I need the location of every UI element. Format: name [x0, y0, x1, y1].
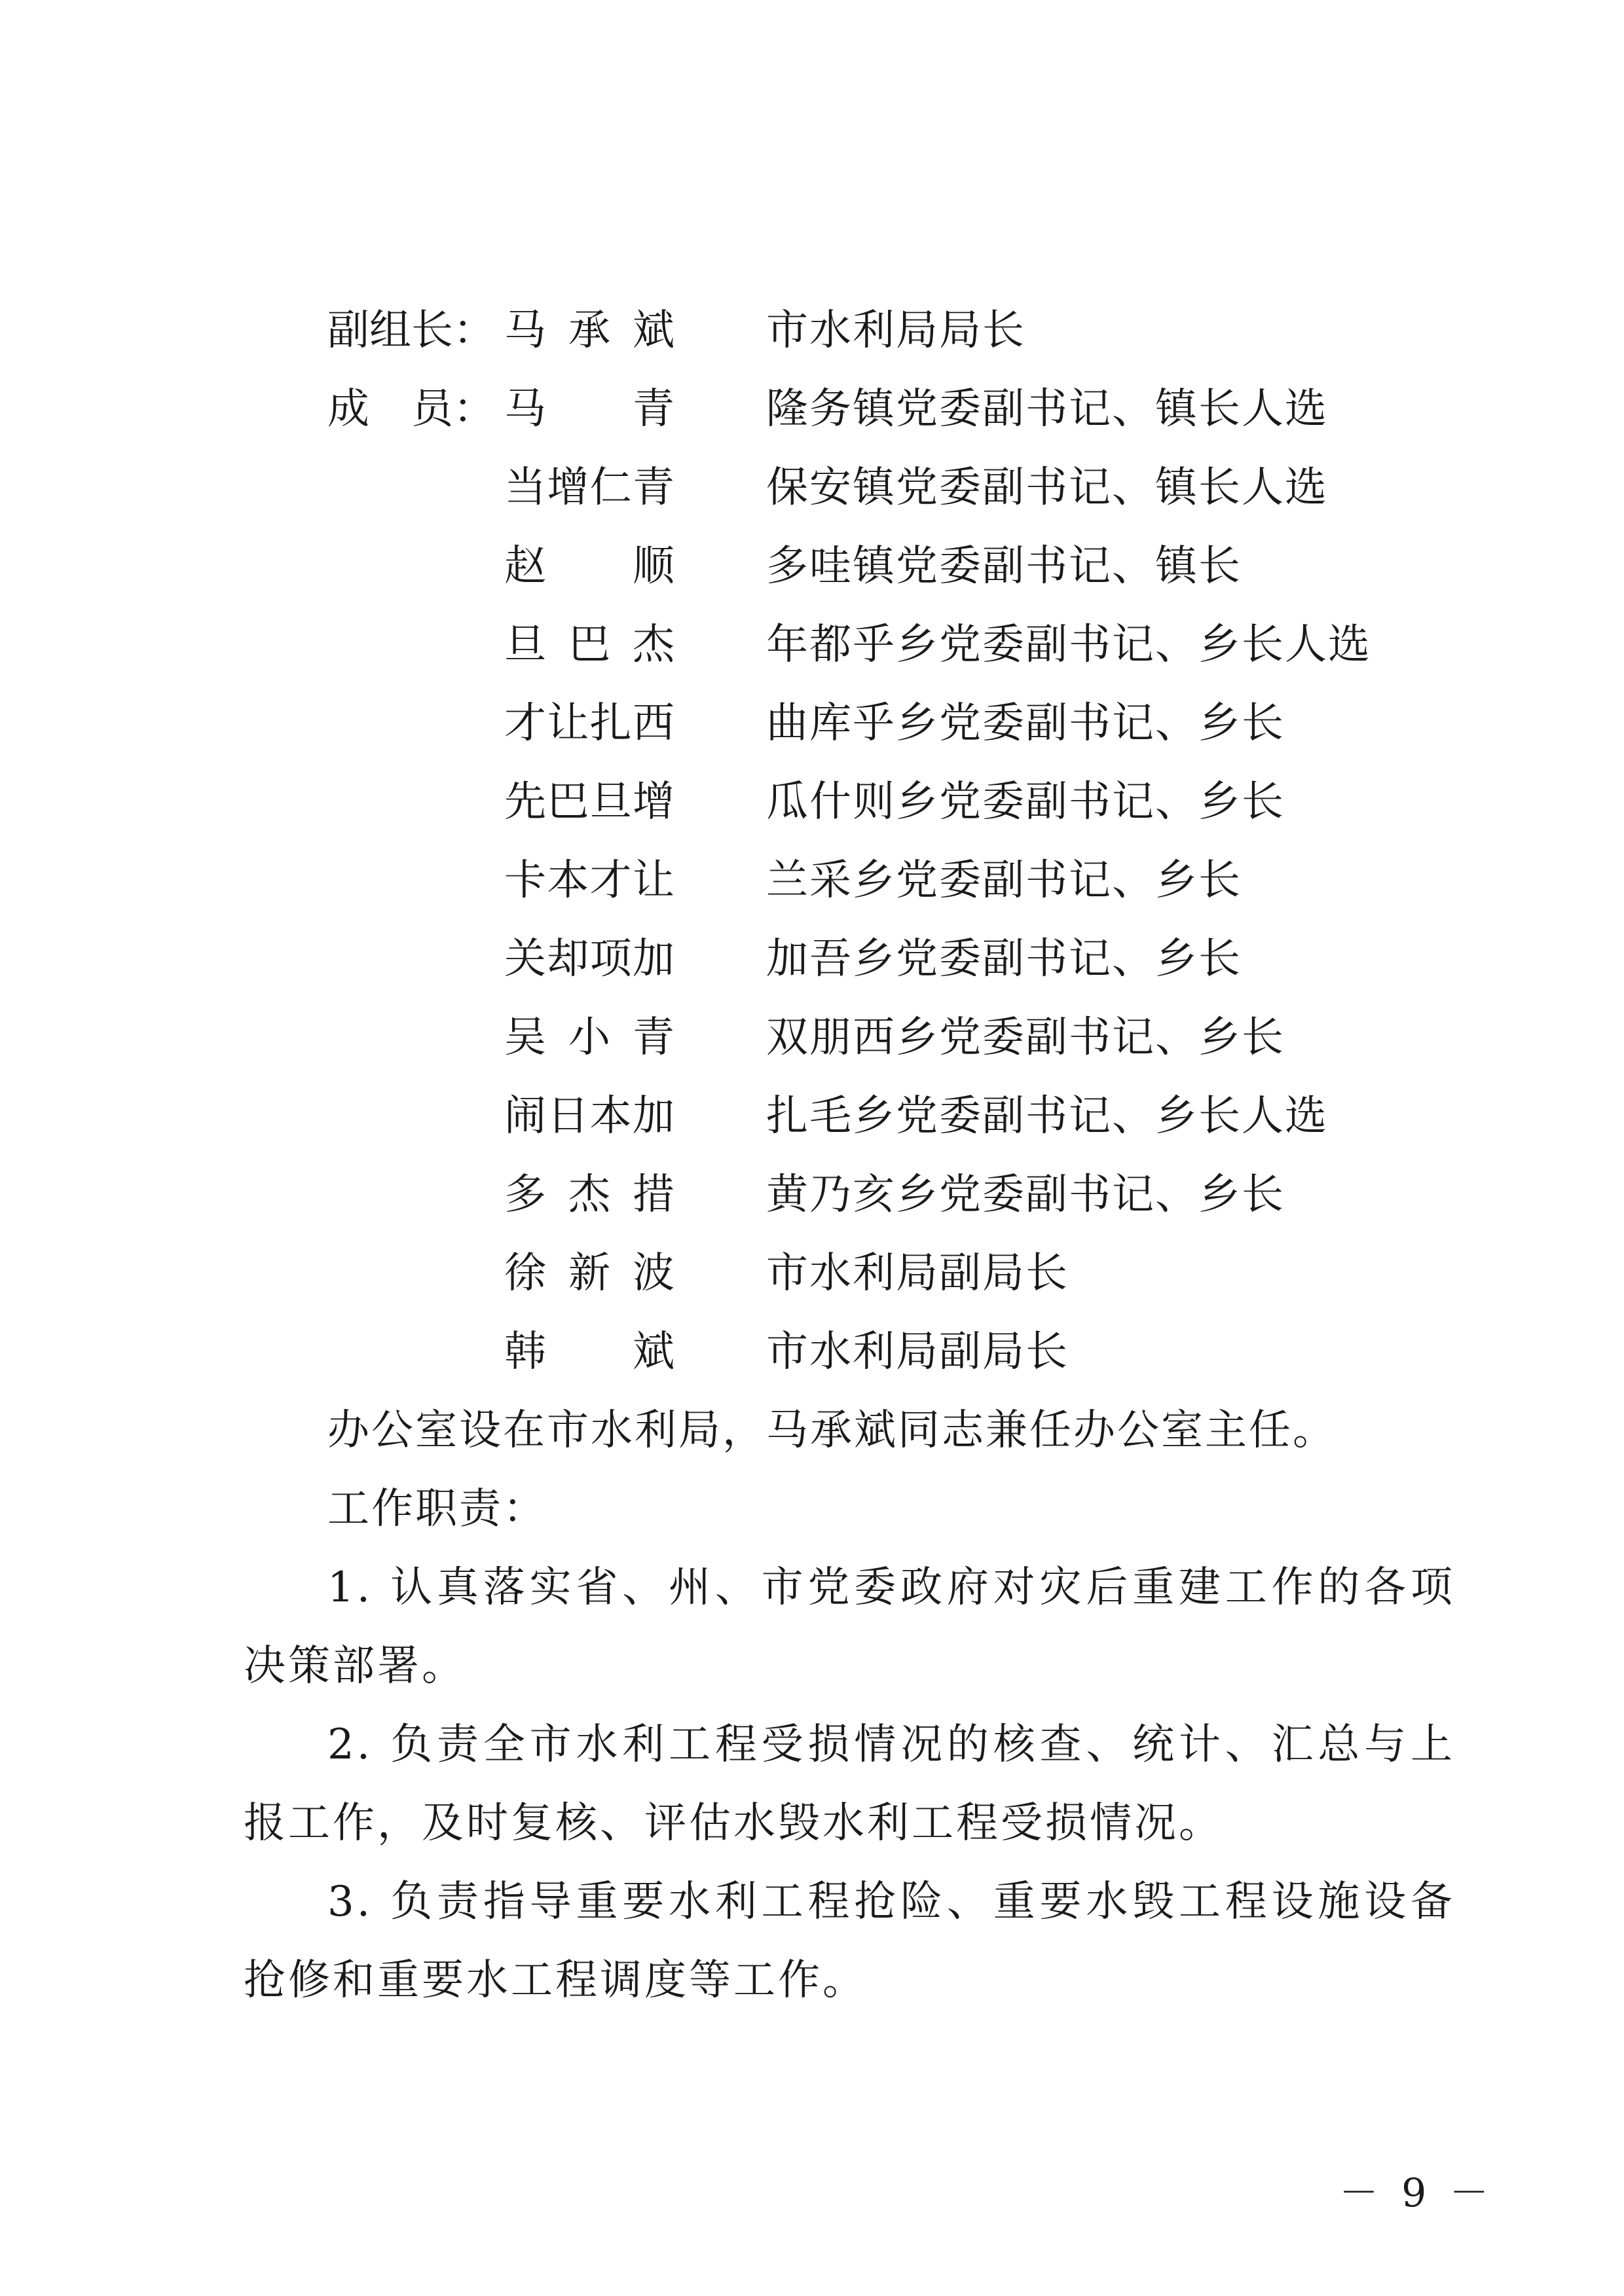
member-name: 先 巴 旦 增 [504, 778, 674, 826]
member-title: 隆务镇党委副书记、镇长人选 [766, 385, 1328, 433]
member-name: 才 让 扎 西 [504, 699, 674, 748]
role-label: 副组长： [327, 306, 495, 355]
member-title: 黄乃亥乡党委副书记、乡长 [766, 1171, 1285, 1219]
member-name: 关 却 项 加 [504, 935, 674, 983]
member-title: 市水利局副局长 [766, 1249, 1069, 1298]
member-name: 当 增 仁 青 [504, 464, 674, 512]
member-name: 韩 斌 [504, 1328, 674, 1376]
member-name: 马 承 斌 [504, 306, 674, 355]
member-title: 保安镇党委副书记、镇长人选 [766, 464, 1328, 512]
office-note: 办公室设在市水利局，马承斌同志兼任办公室主任。 [327, 1406, 1337, 1455]
member-title: 双朋西乡党委副书记、乡长 [766, 1013, 1285, 1062]
member-name: 多 杰 措 [504, 1171, 674, 1219]
member-title: 曲库乎乡党委副书记、乡长 [766, 699, 1285, 748]
duty-item: 3. 负责指导重要水利工程抢险、重要水毁工程设施设备抢修和重要水工程调度等工作。 [244, 1878, 1455, 2005]
member-title: 市水利局局长 [766, 306, 1025, 355]
page-number: － 9 － [1339, 2170, 1494, 2216]
member-title: 扎毛乡党委副书记、乡长人选 [766, 1092, 1328, 1140]
member-name: 马 青 [504, 385, 674, 433]
member-title: 年都乎乡党委副书记、乡长人选 [766, 621, 1371, 669]
member-title: 瓜什则乡党委副书记、乡长 [766, 778, 1285, 826]
member-title: 市水利局副局长 [766, 1328, 1069, 1376]
role-label: 成 员： [327, 385, 495, 433]
duty-item: 2. 负责全市水利工程受损情况的核查、统计、汇总与上报工作，及时复核、评估水毁水利工程受损情况。 [244, 1721, 1455, 1848]
duties-heading: 工作职责： [327, 1485, 547, 1533]
member-name: 徐 新 波 [504, 1249, 674, 1298]
member-name: 闹 日 本 加 [504, 1092, 674, 1140]
member-title: 加吾乡党委副书记、乡长 [766, 935, 1242, 983]
member-name: 卡 本 才 让 [504, 856, 674, 905]
member-title: 兰采乡党委副书记、乡长 [766, 856, 1242, 905]
member-name: 旦 巴 杰 [504, 621, 674, 669]
member-title: 多哇镇党委副书记、镇长 [766, 542, 1242, 591]
duty-item: 1. 认真落实省、州、市党委政府对灾后重建工作的各项决策部署。 [244, 1563, 1455, 1690]
member-name: 吴 小 青 [504, 1013, 674, 1062]
member-name: 赵 顺 [504, 542, 674, 591]
